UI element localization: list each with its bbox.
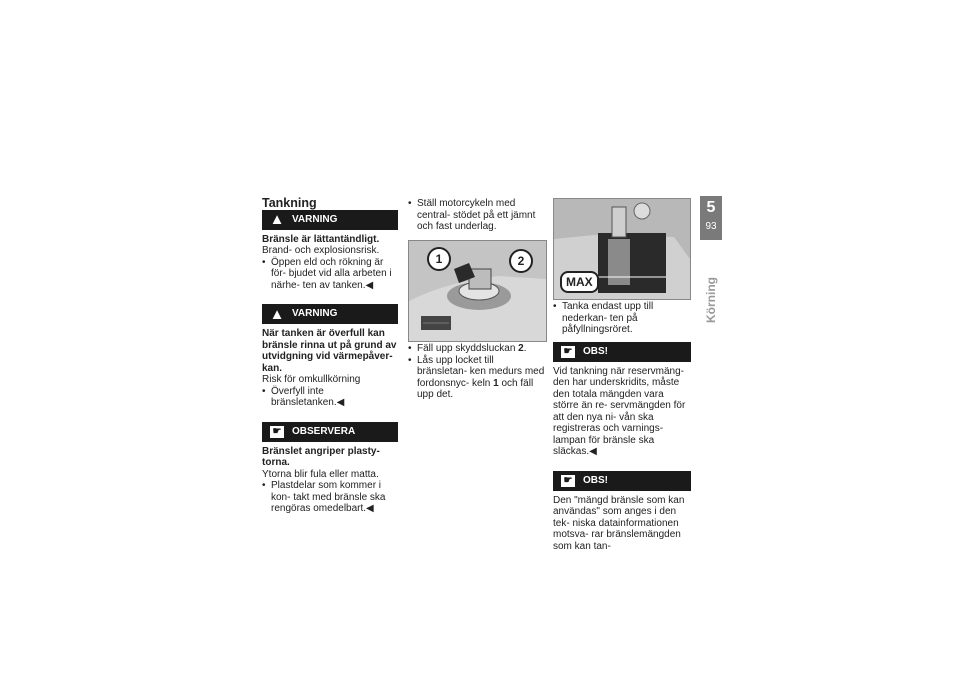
warning-text: Risk för omkullkörning	[262, 374, 361, 385]
callout-1: 1	[427, 247, 451, 271]
notice-label: OBSERVERA	[292, 425, 356, 437]
fill-bullet: • Tanka endast upp till nederkan- ten på påfyllningsröret.	[553, 301, 691, 336]
obs-banner-1	[553, 342, 691, 362]
warning-triangle-icon: ▲	[269, 305, 285, 323]
column-1	[262, 198, 398, 515]
notice-title: Bränslet angriper plasty- torna.	[262, 445, 380, 468]
unlock-bullet: • Lås upp locket till bränsletan- ken medurs med fordonsnyc- keln 1 och fäll upp det.	[408, 355, 546, 401]
chapter-side-label: Körning	[704, 277, 718, 323]
notice-bullet: • Plastdelar som kommer i kon- takt med bränsle ska rengöras omedelbart.◀	[262, 480, 398, 515]
flap-bullet: • Fäll upp skyddsluckan 2.	[408, 343, 546, 355]
warning-text: Brand- och explosionsrisk.	[262, 245, 380, 256]
warning-triangle-icon: ▲	[269, 211, 285, 228]
warning-bullet: • Överfyll inte bränsletanken.◀	[262, 386, 398, 409]
notice-text: Ytorna blir fula eller matta.	[262, 468, 379, 480]
max-label: MAX	[560, 271, 599, 293]
fuel-filler-photo	[553, 198, 691, 300]
warning-label: VARNING	[292, 213, 338, 225]
notice-banner	[262, 422, 398, 442]
column-2	[408, 198, 546, 233]
pointing-hand-icon: ☛	[270, 426, 284, 438]
warning-banner-2	[262, 304, 398, 324]
obs-text-1: Vid tankning när reservmäng- den har underskridits, måste den totala mängden vara större än re- servmängden för att den nya ni- vån ska registreras och varnings- lampan för bränsle ska släckas.◀	[553, 365, 686, 457]
section-heading: Tankning	[262, 196, 317, 210]
warning-title: När tanken är överfull kan bränsle rinna ut på grund av utvidgning vid värmepåver- kan.	[262, 328, 397, 374]
column-3	[553, 301, 691, 552]
warning-label: VARNING	[292, 308, 338, 320]
warning-bullet: • Öppen eld och rökning är för- bjudet vid alla arbeten i närhe- ten av tanken.◀	[262, 257, 398, 292]
obs-label: OBS!	[583, 345, 608, 357]
warning-banner-1	[262, 210, 398, 230]
chapter-tab	[700, 196, 722, 240]
pointing-hand-icon: ☛	[561, 346, 575, 358]
warning-title: Bränsle är lättantändligt.	[262, 233, 380, 245]
stand-bullet: • Ställ motorcykeln med central- stödet på ett jämnt och fast underlag.	[408, 198, 546, 233]
obs-text-2: Den "mängd bränsle som kan användas" som anges i den tek- niska datainformationen motsva- rar bränslemängden som kan tan-	[553, 494, 685, 552]
fuel-cap-photo	[408, 240, 547, 342]
pointing-hand-icon: ☛	[561, 475, 575, 487]
page-number: 93	[705, 221, 717, 232]
chapter-number: 5	[706, 199, 716, 216]
column-2-lower	[408, 343, 546, 401]
obs-banner-2	[553, 471, 691, 491]
callout-2: 2	[509, 249, 533, 273]
obs-label: OBS!	[583, 474, 608, 486]
